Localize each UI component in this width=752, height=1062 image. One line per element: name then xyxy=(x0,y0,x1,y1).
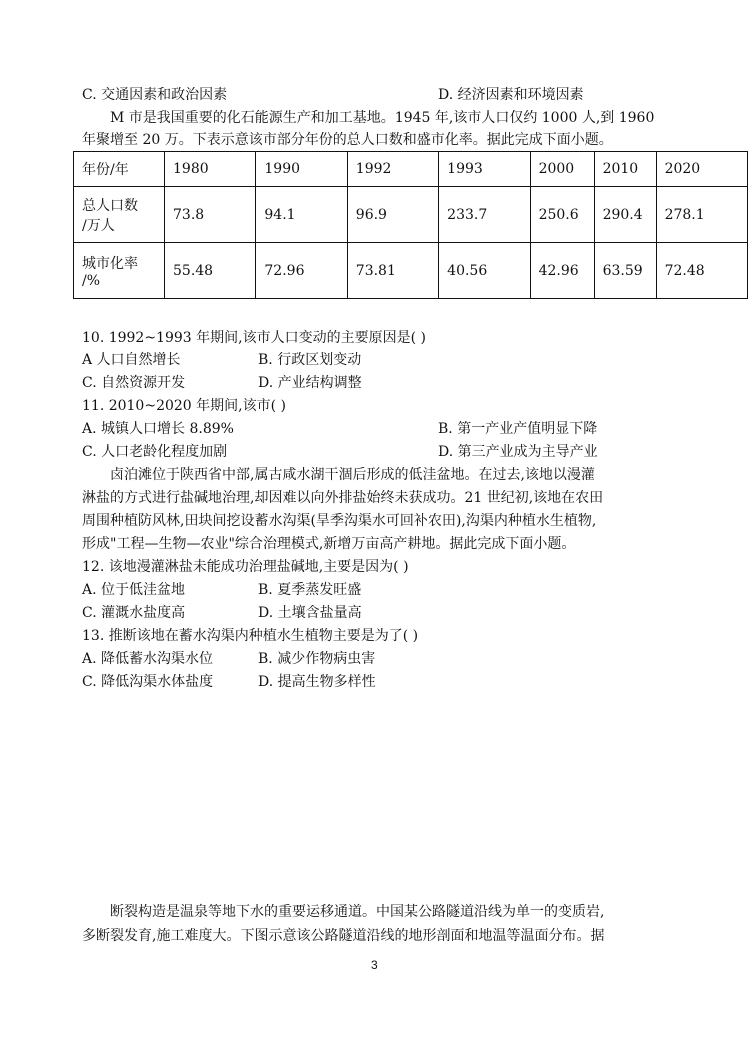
passage1-line2: 年聚增至 20 万。下表示意该市部分年份的总人口数和盛市化率。据此完成下面小题。 xyxy=(82,132,613,148)
q10-option-a: A 人口自然增长 xyxy=(82,352,181,368)
q11-option-b: B. 第一产业产值明显下降 xyxy=(438,421,598,437)
passage1-line1: M 市是我国重要的化石能源生产和加工基地。1945 年,该市人口仅约 1000 人,到 1960 xyxy=(110,110,655,126)
table-cell-population: 233.7 xyxy=(439,187,530,243)
table-cell-population: 73.8 xyxy=(165,187,256,243)
table-cell-population: 290.4 xyxy=(594,187,656,243)
page-number: 3 xyxy=(371,958,378,972)
q12-option-a: A. 位于低洼盆地 xyxy=(82,582,186,598)
table-cell-year: 2000 xyxy=(530,152,594,187)
table-cell-urbanization: 42.96 xyxy=(530,243,594,299)
table-cell-population: 278.1 xyxy=(656,187,747,243)
table-row-urbanization xyxy=(74,243,748,299)
passage3-line1: 断裂构造是温泉等地下水的重要运移通道。中国某公路隧道沿线为单一的变质岩, xyxy=(110,904,605,920)
q13-option-c: C. 降低沟渠水体盐度 xyxy=(82,674,214,690)
table-cell-urbanization: 72.48 xyxy=(656,243,747,299)
q10-option-b: B. 行政区划变动 xyxy=(258,352,362,368)
q11-stem: 11. 2010~2020 年期间,该市( ) xyxy=(82,398,286,414)
passage2-line1: 卤泊滩位于陕西省中部,属古咸水湖干涸后形成的低洼盆地。在过去,该地以漫灌 xyxy=(110,467,595,483)
label-line: /万人 xyxy=(82,217,115,234)
table-cell-urbanization: 55.48 xyxy=(165,243,256,299)
table-row-population xyxy=(74,187,748,243)
q12-option-c: C. 灌溉水盐度高 xyxy=(82,605,186,621)
q13-option-d: D. 提高生物多样性 xyxy=(258,674,376,690)
q12-option-d: D. 土壤含盐量高 xyxy=(258,605,362,621)
label-line: 总人口数 xyxy=(82,197,138,214)
table-cell-urbanization: 40.56 xyxy=(439,243,530,299)
label-line: 城市化率 xyxy=(82,255,138,272)
table-cell-year: 1990 xyxy=(256,152,347,187)
passage2-line3: 周围种植防风林,田块间挖设蓄水沟渠(旱季沟渠水可回补农田),沟渠内种植水生植物, xyxy=(82,513,597,529)
q13-option-a: A. 降低蓄水沟渠水位 xyxy=(82,651,214,667)
q10-option-c: C. 自然资源开发 xyxy=(82,375,186,391)
table-cell-population: 96.9 xyxy=(347,187,438,243)
table-header-label: 年份/年 xyxy=(74,152,165,187)
table-cell-year: 2020 xyxy=(656,152,747,187)
table-label-population xyxy=(74,187,165,243)
table-cell-urbanization: 73.81 xyxy=(347,243,438,299)
q12-stem: 12. 该地漫灌淋盐未能成功治理盐碱地,主要是因为( ) xyxy=(82,559,409,575)
table-cell-population: 94.1 xyxy=(256,187,347,243)
q13-option-b: B. 减少作物病虫害 xyxy=(258,651,376,667)
q11-option-c: C. 人口老龄化程度加剧 xyxy=(82,444,228,460)
q11-option-a: A. 城镇人口增长 8.89% xyxy=(82,421,234,437)
q13-stem: 13. 推断该地在蓄水沟渠内种植水生植物主要是为了( ) xyxy=(82,628,419,644)
table-label-urbanization xyxy=(74,243,165,299)
q10-option-d: D. 产业结构调整 xyxy=(258,375,362,391)
population-table xyxy=(73,151,748,299)
q9-option-d: D. 经济因素和环境因素 xyxy=(438,87,584,103)
table-cell-year: 1992 xyxy=(347,152,438,187)
passage3-line2: 多断裂发育,施工难度大。下图示意该公路隧道沿线的地形剖面和地温等温面分布。据 xyxy=(82,928,605,944)
table-cell-year: 1993 xyxy=(439,152,530,187)
table-cell-population: 250.6 xyxy=(530,187,594,243)
table-cell-year: 2010 xyxy=(594,152,656,187)
table-row-years xyxy=(74,152,748,187)
q12-option-b: B. 夏季蒸发旺盛 xyxy=(258,582,362,598)
table-cell-urbanization: 72.96 xyxy=(256,243,347,299)
table-cell-urbanization: 63.59 xyxy=(594,243,656,299)
label-line: /% xyxy=(82,272,101,289)
table-cell-year: 1980 xyxy=(165,152,256,187)
passage2-line4: 形成"工程—生物—农业"综合治理模式,新增万亩高产耕地。据此完成下面小题。 xyxy=(82,536,576,552)
q11-option-d: D. 第三产业成为主导产业 xyxy=(438,444,598,460)
q9-option-c: C. 交通因素和政治因素 xyxy=(82,87,228,103)
q10-stem: 10. 1992~1993 年期间,该市人口变动的主要原因是( ) xyxy=(82,330,426,346)
passage2-line2: 淋盐的方式进行盐碱地治理,却因难以向外排盐始终未获成功。21 世纪初,该地在农田 xyxy=(82,490,604,506)
